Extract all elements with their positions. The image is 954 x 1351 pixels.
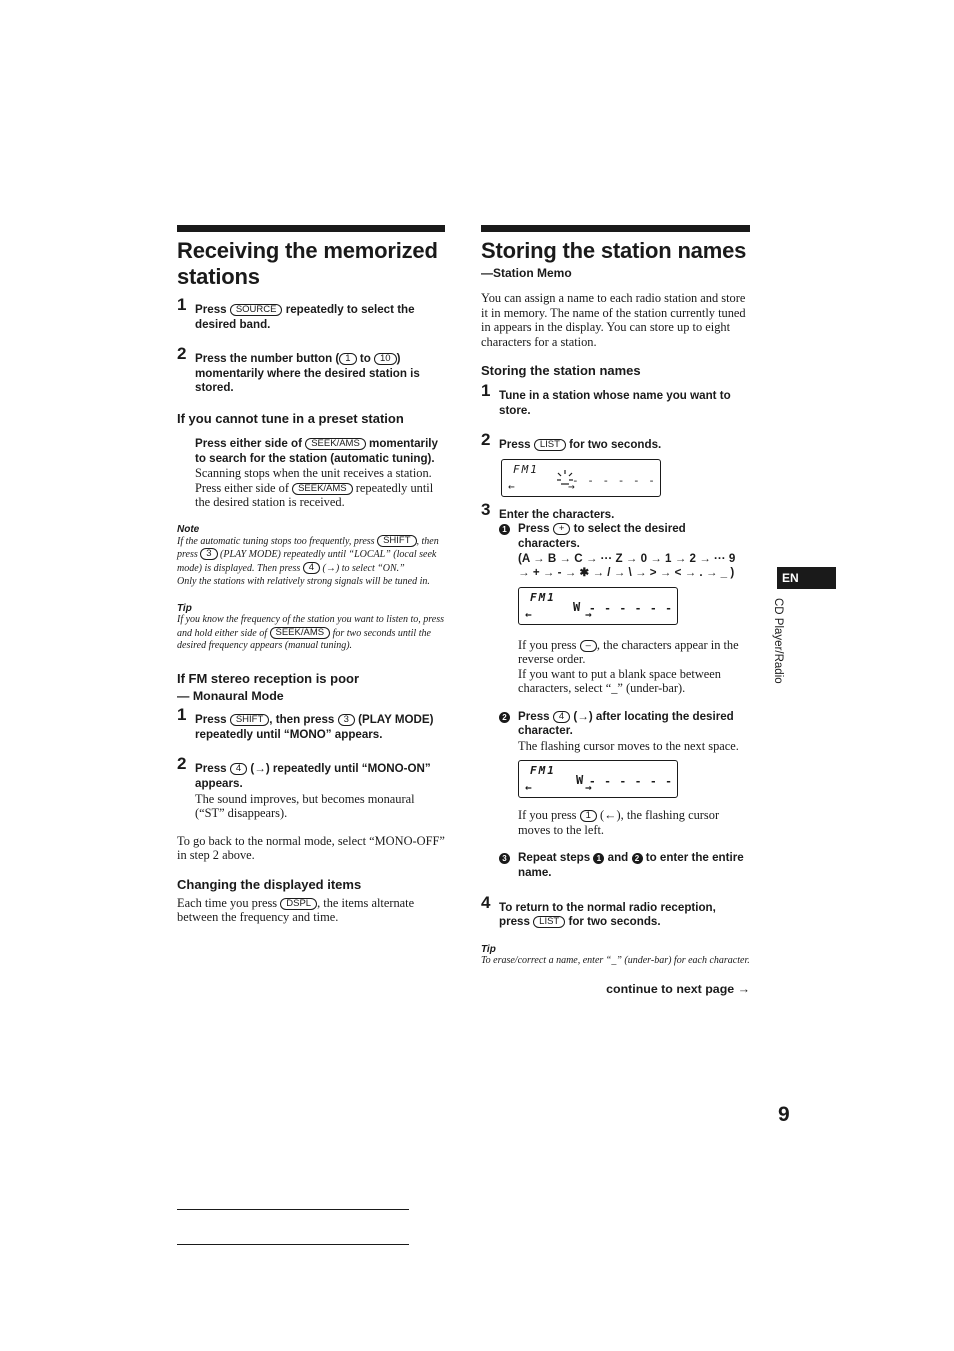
minus-key: – xyxy=(580,640,597,652)
seek-ams-key: SEEK/AMS xyxy=(270,627,331,639)
substep-text: , the characters appear in the reverse order. xyxy=(518,637,739,667)
note-label: Note xyxy=(177,523,200,535)
step-text: Press xyxy=(518,522,550,536)
lcd-band: FM1 xyxy=(530,590,556,604)
step-number: 2 xyxy=(177,344,187,364)
store-step-2 xyxy=(481,430,750,453)
arrow-left-icon: ← xyxy=(508,479,515,493)
section-subtitle: —Station Memo xyxy=(481,266,572,280)
circled-number-2: 2 xyxy=(499,712,510,723)
note-text: (PLAY MODE) repeatedly until “LOCAL” (local seek mode) is displayed. Then press xyxy=(177,549,437,575)
note-text: (→) to select “ON.” xyxy=(322,563,405,575)
step-2 xyxy=(177,344,445,396)
step-number: 1 xyxy=(481,381,491,400)
preset-text: repeatedly until the desired station is received. xyxy=(195,480,434,510)
step-text: for two seconds. xyxy=(569,438,662,452)
key-1: 1 xyxy=(339,353,356,365)
display-text-part: , the items alternate between the frequency and time. xyxy=(177,895,415,925)
substep-text: If you press xyxy=(518,808,577,823)
lcd-band: FM1 xyxy=(513,462,539,476)
tip-text: for two seconds until the desired frequency appears (manual tuning). xyxy=(177,627,431,652)
step-1 xyxy=(177,295,445,332)
store-step-4 xyxy=(481,892,750,930)
note-text: , then press xyxy=(177,535,439,561)
arrow-right-icon: → xyxy=(585,781,592,795)
note-text: If the automatic tuning stops too frequently, press xyxy=(177,535,375,547)
step-text: to enter the entire name. xyxy=(518,851,744,880)
step-text: Repeat steps xyxy=(518,851,591,865)
step-text: To return to the normal radio reception, press xyxy=(499,900,716,929)
step-text: Press xyxy=(195,713,227,727)
substep-text: (←), the flashing cursor moves to the left. xyxy=(518,808,720,837)
list-key: LIST xyxy=(533,916,565,928)
lcd-band: FM1 xyxy=(530,764,556,778)
store-step-3 xyxy=(481,499,750,881)
continue-next-page: continue to next page → xyxy=(606,981,750,996)
dspl-key: DSPL xyxy=(280,898,317,910)
lcd-char: W xyxy=(573,599,581,614)
circled-number-1: 1 xyxy=(593,853,604,864)
shift-key: SHIFT xyxy=(230,714,269,726)
section-title: Receiving the memorized stations xyxy=(177,238,438,289)
circled-number-1: 1 xyxy=(499,524,510,535)
step-text: Press xyxy=(195,303,227,316)
step-text: Press the number button ( xyxy=(195,352,340,366)
display-text-part: Each time you press xyxy=(177,895,278,910)
left-column xyxy=(177,225,445,925)
mono-step-2 xyxy=(177,754,445,821)
step-number: 2 xyxy=(177,754,187,774)
step-text: Press xyxy=(499,438,531,452)
side-label-text: CD Player/Radio xyxy=(772,598,784,684)
footer-rule xyxy=(177,1209,409,1210)
section-side-label xyxy=(772,598,792,718)
step-text: and xyxy=(607,851,629,865)
language-tab: EN xyxy=(777,567,836,589)
tip-block xyxy=(177,603,445,653)
section-rule xyxy=(481,225,750,232)
step-text: (PLAY MODE) repeatedly until “MONO” appears. xyxy=(195,713,434,741)
mono-result: The sound improves, but becomes monaural (“ST” disappears). xyxy=(195,791,415,821)
lcd-display-1 xyxy=(501,459,661,497)
preset-text: Scanning stops when the unit receives a station. Press either side of xyxy=(195,466,432,495)
key-4: 4 xyxy=(303,562,320,574)
character-sequence: (A → B → C → ··· Z → 0 → 1 → 2 → ··· 9 → + → - → ✱ → / → \ → > → < → . → _ ) xyxy=(518,551,736,580)
lcd-display-2 xyxy=(518,587,678,625)
tip-label: Tip xyxy=(177,602,192,614)
substep-text: If you want to put a blank space between characters, select “_” (under-bar). xyxy=(518,666,721,696)
key-3: 3 xyxy=(200,548,217,560)
mono-subtitle: — Monaural Mode xyxy=(177,689,284,704)
step-text: (→) after locating the desired character. xyxy=(518,709,734,738)
key-1: 1 xyxy=(580,810,597,822)
step-text: Press xyxy=(518,709,550,723)
note-text: Only the stations with relatively strong signals will be tuned in. xyxy=(177,576,430,588)
store-step-1 xyxy=(481,381,750,418)
footer-rule xyxy=(177,1244,409,1245)
tip-text: To erase/correct a name, enter “_” (under-bar) for each character. xyxy=(481,954,750,966)
intro-text: You can assign a name to each radio station and store it in memory. The name of the station currently tuned in appears in the display. You can store up to eight characters for a station. xyxy=(481,291,746,349)
arrow-left-icon: ← xyxy=(525,781,532,795)
mono-step-1 xyxy=(177,705,445,742)
step-text: Press xyxy=(195,762,227,776)
substep-text: If you press xyxy=(518,637,577,652)
mono-heading: If FM stereo reception is poor xyxy=(177,671,360,687)
step-text: momentarily to search for the station (automatic tuning). xyxy=(195,436,438,465)
key-4: 4 xyxy=(230,763,247,775)
step-number: 1 xyxy=(177,295,187,314)
arrow-right-icon: → xyxy=(568,479,575,493)
key-10: 10 xyxy=(374,353,397,365)
step-text: to select the desired characters. xyxy=(518,522,686,550)
mono-back-text: To go back to the normal mode, select “MONO-OFF” in step 2 above. xyxy=(177,833,445,863)
plus-key: + xyxy=(553,523,571,535)
source-key: SOURCE xyxy=(230,304,283,316)
storing-heading: Storing the station names xyxy=(481,363,641,378)
step-number: 4 xyxy=(481,892,491,912)
display-text xyxy=(177,896,445,925)
page-number: 9 xyxy=(778,1103,790,1126)
step-number: 3 xyxy=(481,499,491,519)
display-heading: Changing the displayed items xyxy=(177,876,362,892)
tip-text: If you know the frequency of the station you want to listen to, press and hold either side of xyxy=(177,613,444,639)
step-text: Enter the characters. xyxy=(499,507,615,521)
step-text: , then press xyxy=(269,713,335,727)
tip-label: Tip xyxy=(481,943,496,955)
substep-a xyxy=(499,522,750,695)
circled-number-3: 3 xyxy=(499,853,510,864)
lcd-dashes: - - - - - - xyxy=(589,775,673,789)
seek-ams-key: SEEK/AMS xyxy=(292,483,353,495)
step-text: ) momentarily where the desired station is stored. xyxy=(195,352,420,395)
key-3: 3 xyxy=(338,714,355,726)
lcd-dashes: - - - - - - xyxy=(589,601,673,615)
step-text: to xyxy=(359,352,371,366)
substep-text: The flashing cursor moves to the next space. xyxy=(518,738,739,753)
tip-block xyxy=(481,944,750,968)
step-number: 2 xyxy=(481,430,491,450)
arrow-left-icon: ← xyxy=(525,607,532,621)
step-text: for two seconds. xyxy=(568,915,661,929)
seek-ams-key: SEEK/AMS xyxy=(305,438,366,450)
step-text: Press either side of xyxy=(195,436,302,450)
lcd-display-3 xyxy=(518,760,678,798)
section-title: Storing the station names xyxy=(481,238,747,263)
preset-heading: If you cannot tune in a preset station xyxy=(177,410,404,426)
key-4: 4 xyxy=(553,711,570,723)
substep-c xyxy=(499,851,750,880)
step-text: (→) repeatedly until “MONO-ON” appears. xyxy=(195,762,431,791)
step-text: Tune in a station whose name you want to store. xyxy=(499,389,731,417)
section-rule xyxy=(177,225,445,232)
note-block xyxy=(177,524,445,589)
shift-key: SHIFT xyxy=(377,535,416,547)
lcd-char: W xyxy=(576,773,584,788)
step-text: repeatedly to select the desired band. xyxy=(195,303,415,331)
right-column xyxy=(481,225,750,996)
preset-instructions xyxy=(177,437,445,510)
lcd-dashes: - - - - - - xyxy=(572,473,656,487)
arrow-right-icon: → xyxy=(585,607,592,621)
step-number: 1 xyxy=(177,705,187,725)
substep-b xyxy=(499,710,750,838)
circled-number-2: 2 xyxy=(632,853,643,864)
list-key: LIST xyxy=(534,439,566,451)
